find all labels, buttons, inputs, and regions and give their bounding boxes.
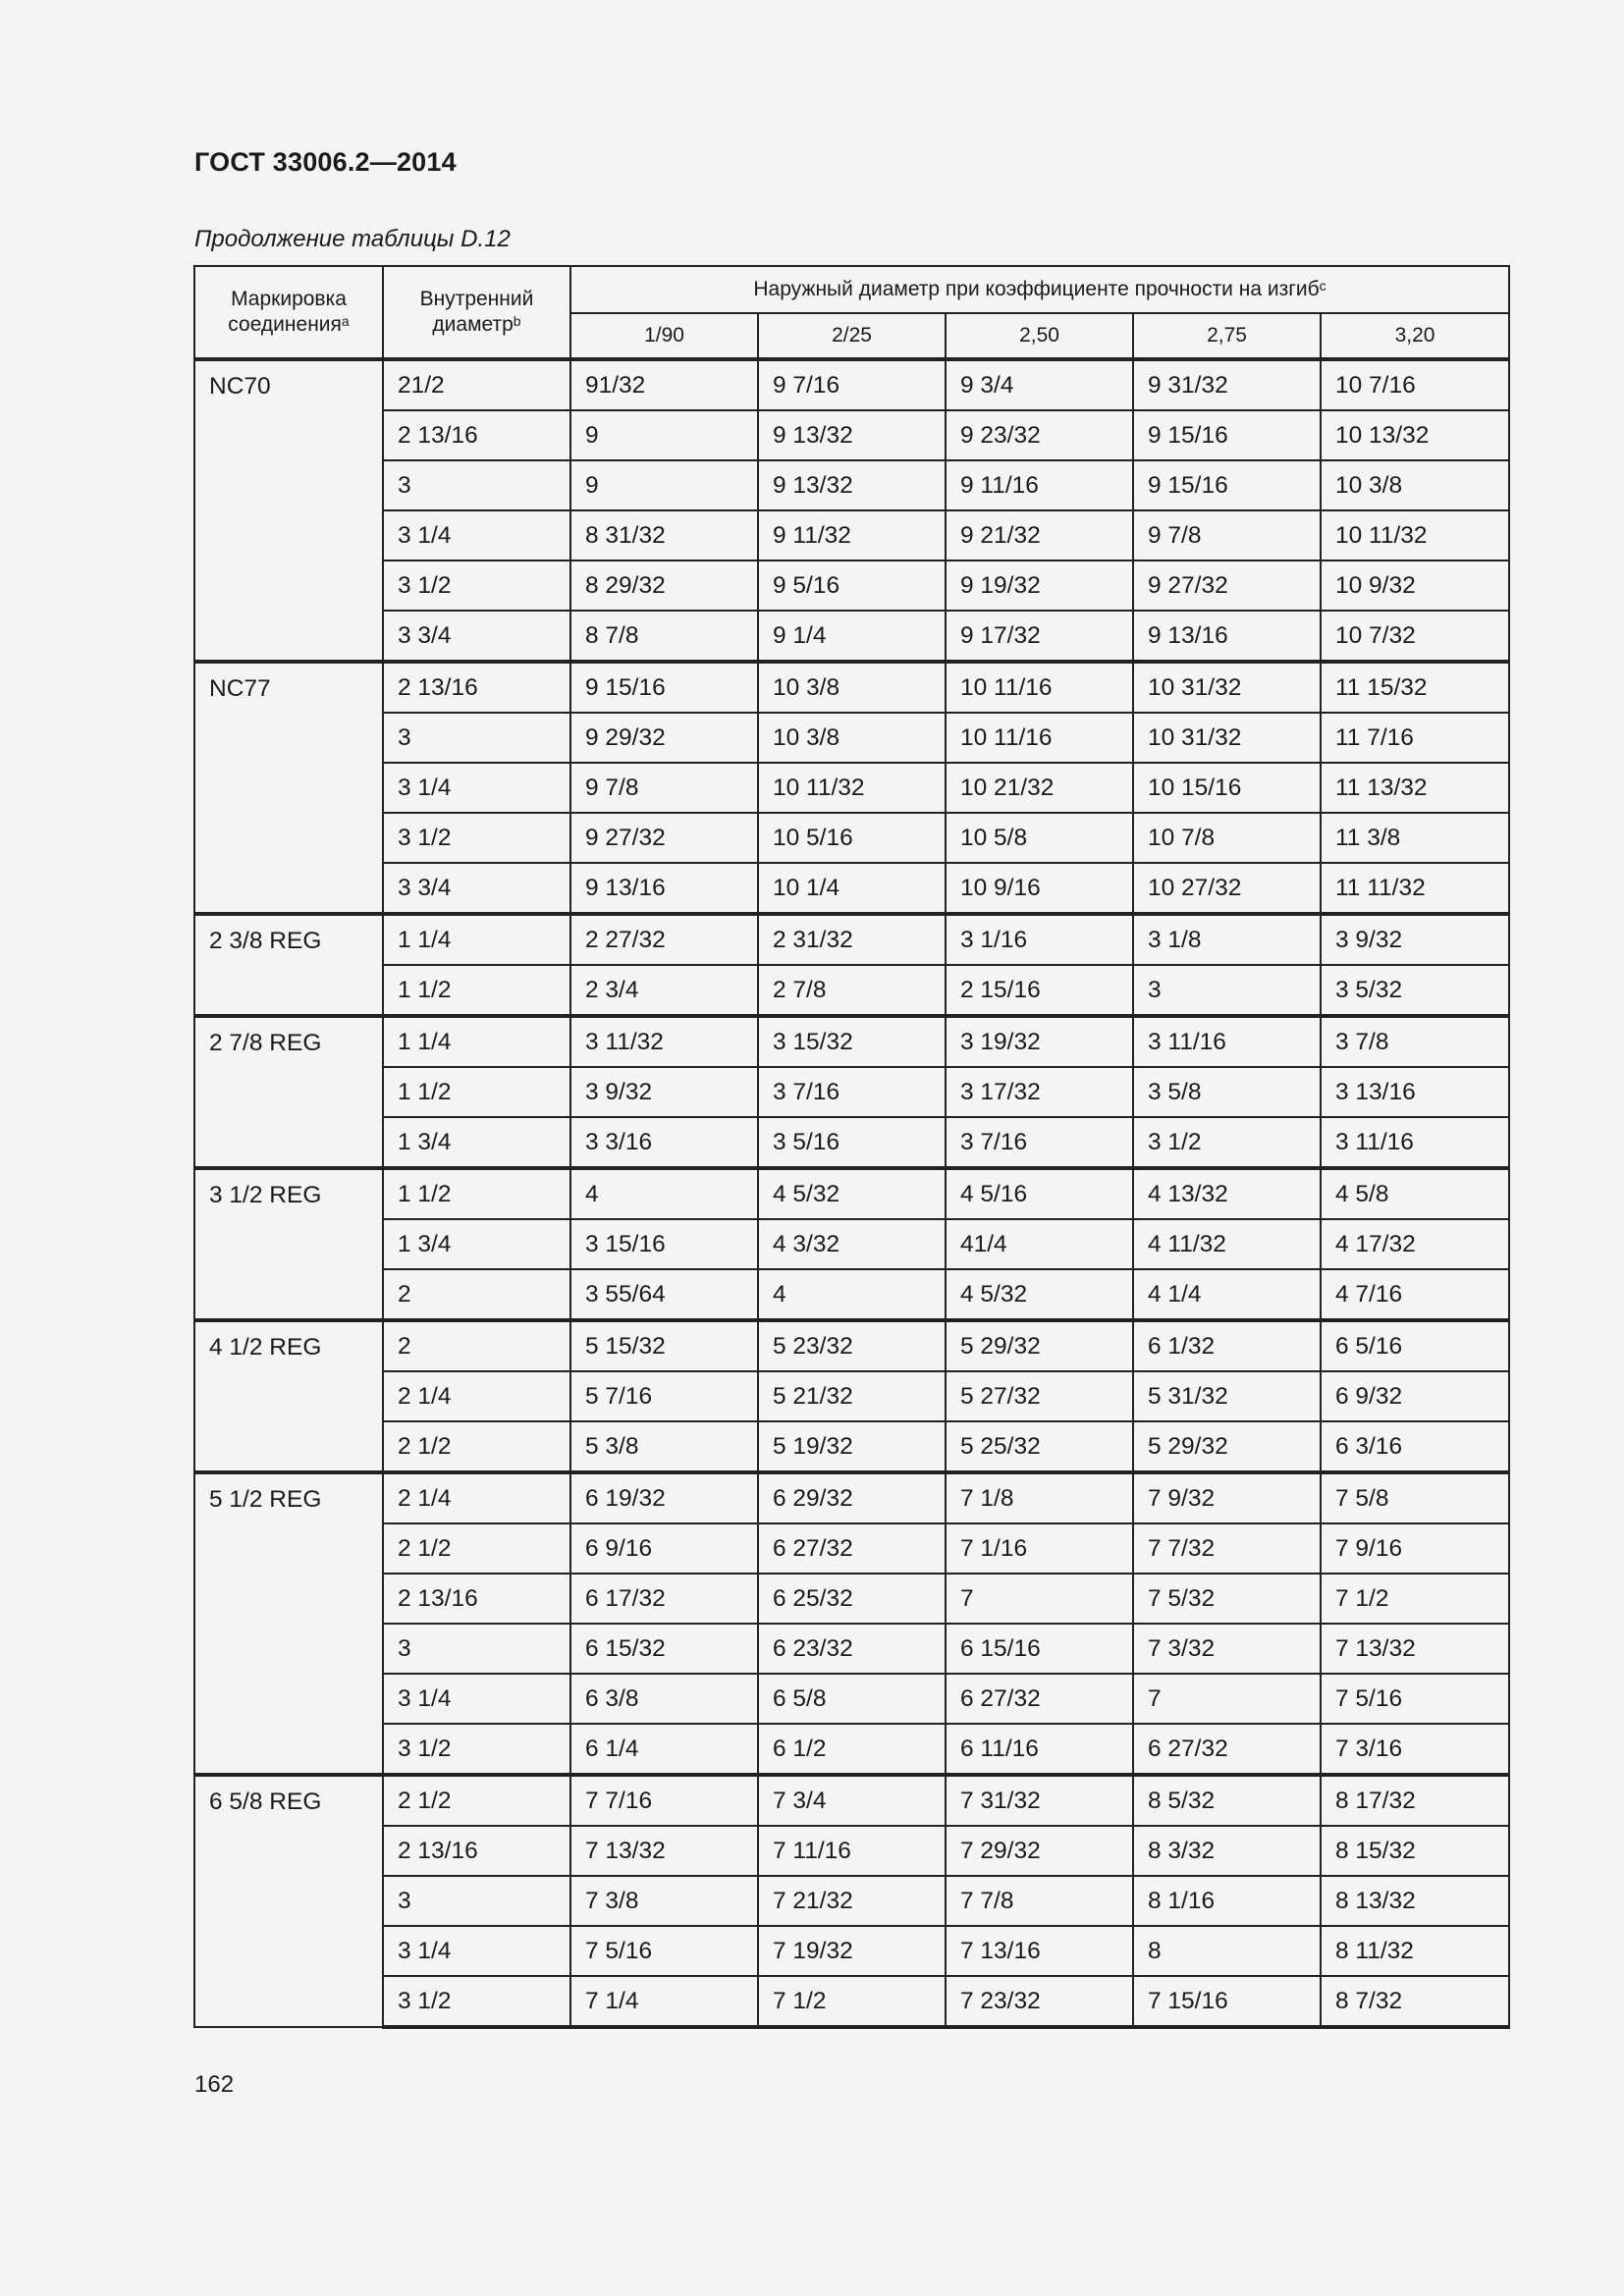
outer-diameter-cell: 9 15/16 [570,662,758,713]
inner-diameter-cell: 3 [383,713,570,763]
header-outer-diameter [570,266,1509,313]
header-ratio: 1/90 [570,313,758,359]
outer-diameter-cell: 7 11/16 [758,1826,946,1876]
header-connection-marking-text: Маркировка соединения [228,288,347,336]
outer-diameter-cell: 7 3/16 [1321,1724,1509,1775]
dimension-table [193,265,1510,2029]
outer-diameter-cell: 9 17/32 [946,611,1133,662]
outer-diameter-cell: 10 7/32 [1321,611,1509,662]
outer-diameter-cell: 11 13/32 [1321,763,1509,813]
outer-diameter-cell: 7 29/32 [946,1826,1133,1876]
table-row [194,359,1509,410]
outer-diameter-cell: 9 [570,460,758,510]
connection-marking-cell: NC70 [194,359,383,662]
inner-diameter-cell: 3 [383,1876,570,1926]
header-inner-diameter [383,266,570,359]
outer-diameter-cell: 7 5/32 [1133,1574,1321,1624]
inner-diameter-cell: 3 3/4 [383,611,570,662]
outer-diameter-cell: 7 9/32 [1133,1472,1321,1523]
outer-diameter-cell: 3 11/32 [570,1016,758,1067]
outer-diameter-cell: 41/4 [946,1219,1133,1269]
outer-diameter-cell: 5 7/16 [570,1371,758,1421]
footnote-b: b [513,313,521,329]
outer-diameter-cell: 5 29/32 [1133,1421,1321,1472]
outer-diameter-cell: 7 19/32 [758,1926,946,1976]
table-caption: Продолжение таблицы D.12 [194,226,511,252]
table-row [194,1826,1509,1876]
table-row [194,813,1509,863]
table-row [194,1168,1509,1219]
outer-diameter-cell: 6 17/32 [570,1574,758,1624]
outer-diameter-cell: 2 27/32 [570,914,758,965]
outer-diameter-cell: 7 1/16 [946,1523,1133,1574]
inner-diameter-cell: 3 1/2 [383,1976,570,2027]
inner-diameter-cell: 2 1/4 [383,1371,570,1421]
outer-diameter-cell: 10 7/8 [1133,813,1321,863]
outer-diameter-cell: 10 31/32 [1133,662,1321,713]
table-row [194,863,1509,914]
table-row [194,1523,1509,1574]
outer-diameter-cell: 4 [570,1168,758,1219]
outer-diameter-cell: 6 27/32 [1133,1724,1321,1775]
inner-diameter-cell: 3 1/2 [383,561,570,611]
outer-diameter-cell: 7 1/2 [1321,1574,1509,1624]
table-row [194,965,1509,1016]
inner-diameter-cell: 1 1/2 [383,1067,570,1117]
table-row [194,1674,1509,1724]
outer-diameter-cell: 4 5/16 [946,1168,1133,1219]
table-row [194,1016,1509,1067]
outer-diameter-cell: 8 [1133,1926,1321,1976]
header-inner-diameter-text: Внутренний диаметр [419,288,534,336]
outer-diameter-cell: 4 5/32 [946,1269,1133,1320]
outer-diameter-cell: 3 19/32 [946,1016,1133,1067]
inner-diameter-cell: 2 1/2 [383,1421,570,1472]
footnote-a: a [341,313,350,329]
table-row [194,662,1509,713]
outer-diameter-cell: 7 21/32 [758,1876,946,1926]
outer-diameter-cell: 5 27/32 [946,1371,1133,1421]
inner-diameter-cell: 1 3/4 [383,1219,570,1269]
table-row [194,611,1509,662]
outer-diameter-cell: 9 29/32 [570,713,758,763]
outer-diameter-cell: 3 1/16 [946,914,1133,965]
outer-diameter-cell: 7 1/4 [570,1976,758,2027]
outer-diameter-cell: 9 [570,410,758,460]
outer-diameter-cell: 9 27/32 [1133,561,1321,611]
outer-diameter-cell: 7 7/16 [570,1775,758,1826]
header-connection-marking [194,266,383,359]
outer-diameter-cell: 6 5/8 [758,1674,946,1724]
outer-diameter-cell: 8 1/16 [1133,1876,1321,1926]
inner-diameter-cell: 1 1/2 [383,965,570,1016]
outer-diameter-cell: 4 17/32 [1321,1219,1509,1269]
outer-diameter-cell: 7 3/8 [570,1876,758,1926]
outer-diameter-cell: 3 5/32 [1321,965,1509,1016]
outer-diameter-cell: 10 9/16 [946,863,1133,914]
outer-diameter-cell: 6 23/32 [758,1624,946,1674]
inner-diameter-cell: 2 [383,1269,570,1320]
outer-diameter-cell: 10 21/32 [946,763,1133,813]
header-ratio: 2,50 [946,313,1133,359]
outer-diameter-cell: 10 31/32 [1133,713,1321,763]
outer-diameter-cell: 9 15/16 [1133,460,1321,510]
outer-diameter-cell: 7 13/32 [570,1826,758,1876]
outer-diameter-cell: 10 7/16 [1321,359,1509,410]
outer-diameter-cell: 10 5/16 [758,813,946,863]
outer-diameter-cell: 4 13/32 [1133,1168,1321,1219]
table-row [194,1320,1509,1371]
table-row [194,1574,1509,1624]
table-row [194,1624,1509,1674]
outer-diameter-cell: 7 5/16 [570,1926,758,1976]
outer-diameter-cell: 8 5/32 [1133,1775,1321,1826]
outer-diameter-cell: 6 9/32 [1321,1371,1509,1421]
outer-diameter-cell: 3 11/16 [1321,1117,1509,1168]
inner-diameter-cell: 2 13/16 [383,1826,570,1876]
outer-diameter-cell: 9 13/16 [570,863,758,914]
outer-diameter-cell: 6 29/32 [758,1472,946,1523]
outer-diameter-cell: 9 1/4 [758,611,946,662]
outer-diameter-cell: 6 19/32 [570,1472,758,1523]
outer-diameter-cell: 4 [758,1269,946,1320]
outer-diameter-cell: 7 23/32 [946,1976,1133,2027]
outer-diameter-cell: 6 3/8 [570,1674,758,1724]
outer-diameter-cell: 4 5/32 [758,1168,946,1219]
table-row [194,1219,1509,1269]
inner-diameter-cell: 1 1/4 [383,914,570,965]
outer-diameter-cell: 4 5/8 [1321,1168,1509,1219]
inner-diameter-cell: 1 1/4 [383,1016,570,1067]
outer-diameter-cell: 3 7/16 [946,1117,1133,1168]
outer-diameter-cell: 7 3/4 [758,1775,946,1826]
footnote-c: c [1319,278,1326,294]
outer-diameter-cell: 5 31/32 [1133,1371,1321,1421]
outer-diameter-cell: 9 13/32 [758,460,946,510]
inner-diameter-cell: 3 1/4 [383,510,570,561]
outer-diameter-cell: 6 1/32 [1133,1320,1321,1371]
outer-diameter-cell: 8 29/32 [570,561,758,611]
inner-diameter-cell: 3 1/4 [383,763,570,813]
outer-diameter-cell: 3 15/32 [758,1016,946,1067]
outer-diameter-cell: 8 3/32 [1133,1826,1321,1876]
inner-diameter-cell: 2 13/16 [383,1574,570,1624]
outer-diameter-cell: 7 9/16 [1321,1523,1509,1574]
outer-diameter-cell: 8 13/32 [1321,1876,1509,1926]
outer-diameter-cell: 8 17/32 [1321,1775,1509,1826]
outer-diameter-cell: 5 19/32 [758,1421,946,1472]
outer-diameter-cell: 5 25/32 [946,1421,1133,1472]
table-row [194,410,1509,460]
outer-diameter-cell: 7 [1133,1674,1321,1724]
outer-diameter-cell: 6 9/16 [570,1523,758,1574]
outer-diameter-cell: 3 13/16 [1321,1067,1509,1117]
outer-diameter-cell: 9 7/8 [570,763,758,813]
table-row [194,561,1509,611]
connection-marking-cell: 2 3/8 REG [194,914,383,1016]
outer-diameter-cell: 11 7/16 [1321,713,1509,763]
connection-marking-cell: NC77 [194,662,383,914]
outer-diameter-cell: 3 9/32 [1321,914,1509,965]
table-row [194,1472,1509,1523]
outer-diameter-cell: 11 3/8 [1321,813,1509,863]
outer-diameter-cell: 5 15/32 [570,1320,758,1371]
outer-diameter-cell: 9 11/32 [758,510,946,561]
outer-diameter-cell: 6 25/32 [758,1574,946,1624]
outer-diameter-cell: 7 7/8 [946,1876,1133,1926]
outer-diameter-cell: 3 7/16 [758,1067,946,1117]
inner-diameter-cell: 3 1/2 [383,1724,570,1775]
inner-diameter-cell: 3 1/2 [383,813,570,863]
outer-diameter-cell: 3 3/16 [570,1117,758,1168]
outer-diameter-cell: 3 17/32 [946,1067,1133,1117]
outer-diameter-cell: 3 1/8 [1133,914,1321,965]
inner-diameter-cell: 3 1/4 [383,1926,570,1976]
table-row [194,763,1509,813]
outer-diameter-cell: 10 13/32 [1321,410,1509,460]
inner-diameter-cell: 2 1/2 [383,1523,570,1574]
outer-diameter-cell: 7 13/16 [946,1926,1133,1976]
header-ratio: 2,75 [1133,313,1321,359]
table-row [194,1067,1509,1117]
table-row [194,510,1509,561]
outer-diameter-cell: 7 31/32 [946,1775,1133,1826]
inner-diameter-cell: 3 3/4 [383,863,570,914]
outer-diameter-cell: 10 27/32 [1133,863,1321,914]
outer-diameter-cell: 10 11/16 [946,662,1133,713]
table-row [194,1724,1509,1775]
outer-diameter-cell: 7 1/8 [946,1472,1133,1523]
outer-diameter-cell: 6 27/32 [946,1674,1133,1724]
outer-diameter-cell: 7 15/16 [1133,1976,1321,2027]
table-row [194,1775,1509,1826]
outer-diameter-cell: 3 11/16 [1133,1016,1321,1067]
table-row [194,1371,1509,1421]
inner-diameter-cell: 3 [383,460,570,510]
table-body [194,359,1509,2027]
outer-diameter-cell: 7 7/32 [1133,1523,1321,1574]
outer-diameter-cell: 6 1/2 [758,1724,946,1775]
connection-marking-cell: 2 7/8 REG [194,1016,383,1168]
outer-diameter-cell: 9 13/16 [1133,611,1321,662]
outer-diameter-cell: 8 7/8 [570,611,758,662]
outer-diameter-cell: 8 31/32 [570,510,758,561]
outer-diameter-cell: 91/32 [570,359,758,410]
outer-diameter-cell: 4 1/4 [1133,1269,1321,1320]
outer-diameter-cell: 9 3/4 [946,359,1133,410]
inner-diameter-cell: 2 [383,1320,570,1371]
outer-diameter-cell: 4 7/16 [1321,1269,1509,1320]
outer-diameter-cell: 9 31/32 [1133,359,1321,410]
outer-diameter-cell: 9 15/16 [1133,410,1321,460]
connection-marking-cell: 5 1/2 REG [194,1472,383,1775]
outer-diameter-cell: 9 7/16 [758,359,946,410]
table-row [194,1926,1509,1976]
outer-diameter-cell: 3 7/8 [1321,1016,1509,1067]
outer-diameter-cell: 7 5/8 [1321,1472,1509,1523]
outer-diameter-cell: 5 29/32 [946,1320,1133,1371]
outer-diameter-cell: 7 13/32 [1321,1624,1509,1674]
inner-diameter-cell: 2 1/4 [383,1472,570,1523]
outer-diameter-cell: 10 15/16 [1133,763,1321,813]
outer-diameter-cell: 8 7/32 [1321,1976,1509,2027]
outer-diameter-cell: 2 3/4 [570,965,758,1016]
table-row [194,914,1509,965]
outer-diameter-cell: 11 15/32 [1321,662,1509,713]
outer-diameter-cell: 4 11/32 [1133,1219,1321,1269]
outer-diameter-cell: 9 7/8 [1133,510,1321,561]
header-ratio: 2/25 [758,313,946,359]
outer-diameter-cell: 6 15/16 [946,1624,1133,1674]
outer-diameter-cell: 5 21/32 [758,1371,946,1421]
table-row [194,460,1509,510]
outer-diameter-cell: 7 5/16 [1321,1674,1509,1724]
outer-diameter-cell: 10 11/16 [946,713,1133,763]
outer-diameter-cell: 10 5/8 [946,813,1133,863]
document-header: ГОСТ 33006.2—2014 [194,147,457,177]
outer-diameter-cell: 3 5/16 [758,1117,946,1168]
outer-diameter-cell: 2 15/16 [946,965,1133,1016]
outer-diameter-cell: 3 9/32 [570,1067,758,1117]
outer-diameter-cell: 5 23/32 [758,1320,946,1371]
outer-diameter-cell: 8 15/32 [1321,1826,1509,1876]
connection-marking-cell: 4 1/2 REG [194,1320,383,1472]
outer-diameter-cell: 10 1/4 [758,863,946,914]
outer-diameter-cell: 9 27/32 [570,813,758,863]
outer-diameter-cell: 6 3/16 [1321,1421,1509,1472]
header-outer-diameter-text: Наружный диаметр при коэффициенте прочности на изгиб [753,278,1320,300]
outer-diameter-cell: 3 1/2 [1133,1117,1321,1168]
outer-diameter-cell: 9 5/16 [758,561,946,611]
outer-diameter-cell: 9 19/32 [946,561,1133,611]
outer-diameter-cell: 10 3/8 [758,662,946,713]
outer-diameter-cell: 6 1/4 [570,1724,758,1775]
outer-diameter-cell: 4 3/32 [758,1219,946,1269]
table-row [194,1976,1509,2027]
connection-marking-cell: 6 5/8 REG [194,1775,383,2027]
page-number: 162 [194,2071,235,2098]
outer-diameter-cell: 11 11/32 [1321,863,1509,914]
outer-diameter-cell: 10 11/32 [1321,510,1509,561]
outer-diameter-cell: 9 11/16 [946,460,1133,510]
outer-diameter-cell: 3 55/64 [570,1269,758,1320]
inner-diameter-cell: 2 13/16 [383,662,570,713]
inner-diameter-cell: 2 1/2 [383,1775,570,1826]
outer-diameter-cell: 3 5/8 [1133,1067,1321,1117]
inner-diameter-cell: 3 [383,1624,570,1674]
outer-diameter-cell: 6 15/32 [570,1624,758,1674]
table-row [194,1876,1509,1926]
outer-diameter-cell: 10 3/8 [758,713,946,763]
outer-diameter-cell: 2 7/8 [758,965,946,1016]
outer-diameter-cell: 7 3/32 [1133,1624,1321,1674]
outer-diameter-cell: 6 5/16 [1321,1320,1509,1371]
outer-diameter-cell: 2 31/32 [758,914,946,965]
inner-diameter-cell: 3 1/4 [383,1674,570,1724]
outer-diameter-cell: 6 27/32 [758,1523,946,1574]
outer-diameter-cell: 3 15/16 [570,1219,758,1269]
table-row [194,1117,1509,1168]
connection-marking-cell: 3 1/2 REG [194,1168,383,1320]
outer-diameter-cell: 9 21/32 [946,510,1133,561]
outer-diameter-cell: 10 3/8 [1321,460,1509,510]
outer-diameter-cell: 10 9/32 [1321,561,1509,611]
outer-diameter-cell: 5 3/8 [570,1421,758,1472]
outer-diameter-cell: 9 13/32 [758,410,946,460]
outer-diameter-cell: 3 [1133,965,1321,1016]
header-ratio: 3,20 [1321,313,1509,359]
inner-diameter-cell: 1 3/4 [383,1117,570,1168]
table-head [194,266,1509,359]
inner-diameter-cell: 1 1/2 [383,1168,570,1219]
outer-diameter-cell: 7 1/2 [758,1976,946,2027]
table-row [194,1421,1509,1472]
outer-diameter-cell: 9 23/32 [946,410,1133,460]
table-row [194,1269,1509,1320]
outer-diameter-cell: 8 11/32 [1321,1926,1509,1976]
outer-diameter-cell: 6 11/16 [946,1724,1133,1775]
outer-diameter-cell: 10 11/32 [758,763,946,813]
outer-diameter-cell: 7 [946,1574,1133,1624]
inner-diameter-cell: 21/2 [383,359,570,410]
table-row [194,713,1509,763]
inner-diameter-cell: 2 13/16 [383,410,570,460]
